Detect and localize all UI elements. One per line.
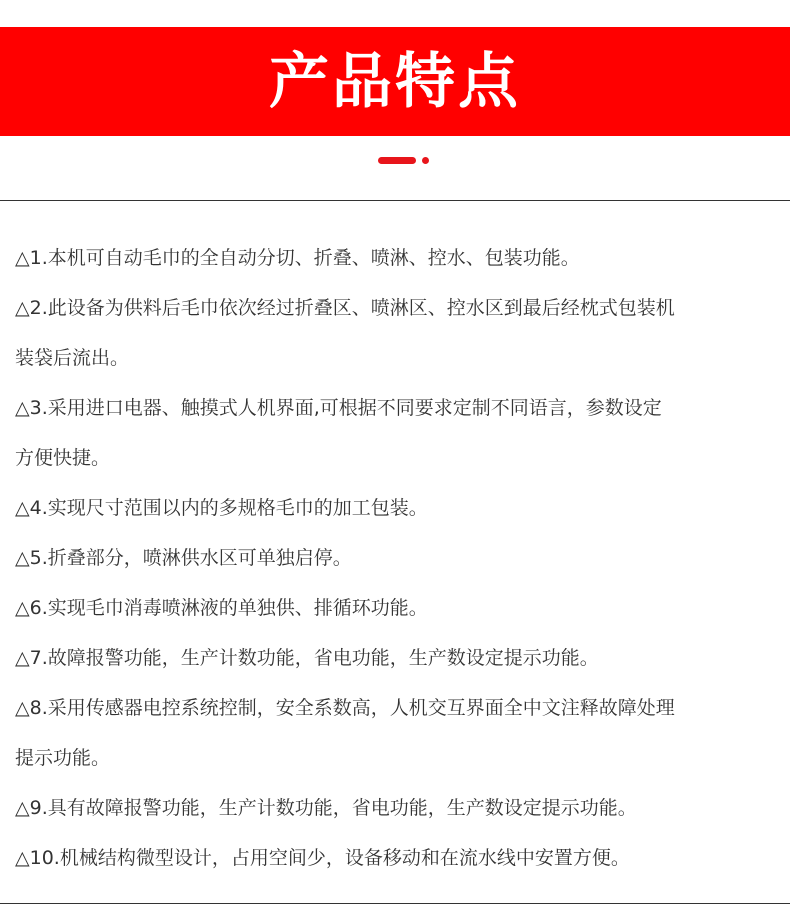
feature-line: △7.故障报警功能，生产计数功能，省电功能，生产数设定提示功能。 [15,647,599,669]
title-decoration [0,157,790,165]
top-divider [0,200,790,201]
page-title: 产品特点 [269,46,521,117]
feature-line: △6.实现毛巾消毒喷淋液的单独供、排循环功能。 [15,597,428,619]
feature-list [15,233,785,883]
bottom-divider [0,903,790,904]
feature-line: 装袋后流出。 [15,347,130,369]
feature-line: △5.折叠部分，喷淋供水区可单独启停。 [15,547,352,569]
feature-line: △3.采用进口电器、触摸式人机界面,可根据不同要求定制不同语言，参数设定 [15,397,662,419]
feature-line: △10.机械结构微型设计，占用空间少，设备移动和在流水线中安置方便。 [15,847,630,869]
header-banner [0,27,790,136]
decoration-dash [378,157,416,164]
feature-line: 提示功能。 [15,747,111,769]
feature-line: △1.本机可自动毛巾的全自动分切、折叠、喷淋、控水、包装功能。 [15,247,580,269]
feature-line: △8.采用传感器电控系统控制，安全系数高，人机交互界面全中文注释故障处理 [15,697,675,719]
feature-line: △4.实现尺寸范围以内的多规格毛巾的加工包装。 [15,497,428,519]
feature-line: 方便快捷。 [15,447,111,469]
feature-line: △9.具有故障报警功能，生产计数功能，省电功能，生产数设定提示功能。 [15,797,637,819]
decoration-dot [422,157,429,164]
feature-line: △2.此设备为供料后毛巾依次经过折叠区、喷淋区、控水区到最后经枕式包装机 [15,297,675,319]
